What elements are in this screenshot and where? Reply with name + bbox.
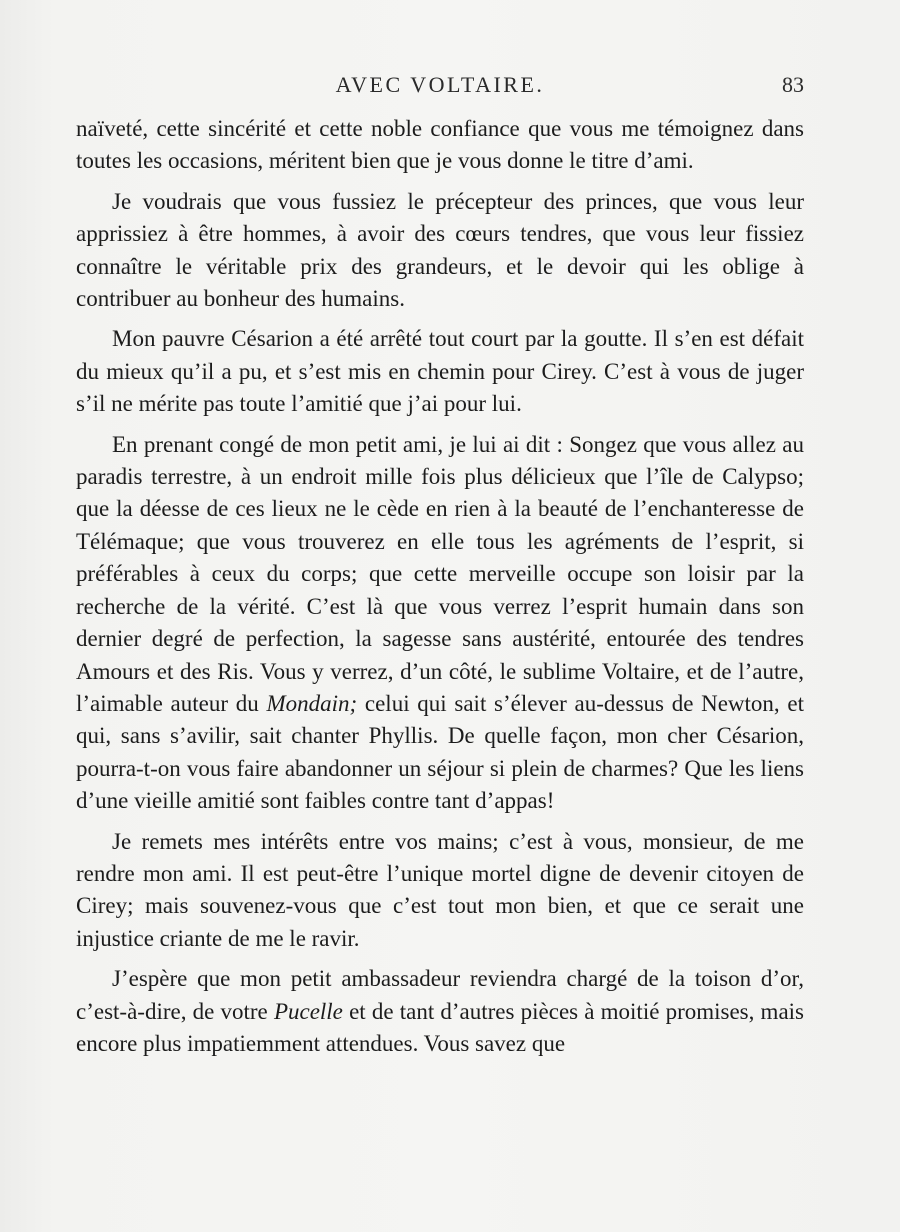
paragraph-3: Mon pauvre Césarion a été arrêté tout court par la goutte. Il s’en est défait du mieux qu’il a pu, et s’est mis en chemin pour Cirey. C’est à vous de juger s’il ne mérite pas toute l’amitié que j’ai pour lui. bbox=[76, 326, 804, 417]
paragraph-5: Je remets mes intérêts entre vos mains; c’est à vous, monsieur, de me rendre mon ami. Il est peut-être l’unique mortel digne de devenir citoyen de Cirey; mais souvenez-vous que c’est tout mon bien, et que ce serait une injustice criante de me le ravir. bbox=[76, 828, 804, 951]
paragraph-4 bbox=[76, 429, 804, 818]
running-head bbox=[76, 72, 804, 104]
title-mondain: Mondain; bbox=[266, 690, 358, 716]
paragraph-4-text-a: En prenant congé de mon petit ami, je lui ai dit : Songez que vous allez au paradis terrestre, à un endroit mille fois plus délicieux que l’île de Calypso; que la déesse de ces lieux ne le cède en rien à la beauté de l’enchanteresse de Télémaque; que vous trouverez en elle tous les agréments de l’esprit, si préférables à ceux du corps; que cette merveille occupe son loisir par la recherche de la vérité. C’est là que vous verrez l’esprit humain dans son dernier degré de perfection, la sagesse sans austérité, entourée des tendres Amours et des Ris. Vous y verrez, d’un côté, le sublime Voltaire, et de l’autre, l’aimable auteur du bbox=[76, 431, 804, 716]
body-text bbox=[76, 113, 804, 1060]
paragraph-6 bbox=[76, 963, 804, 1060]
paragraph-4-text-b: celui qui sait s’élever au-dessus de Newton, et qui, sans s’avilir, sait chanter Phyllis. De quelle façon, mon cher Césarion, pourra-t-on vous faire abandonner un séjour si plein de charmes? Que les liens d’une vieille amitié sont faibles contre tant d’appas! bbox=[76, 690, 804, 814]
page-number: 83 bbox=[782, 72, 804, 97]
title-pucelle: Pucelle bbox=[273, 998, 343, 1024]
paragraph-6-text-a: J’espère que mon petit ambassadeur reviendra chargé de la toison d’or, c’est-à-dire, de votre bbox=[76, 966, 804, 1024]
paragraph-1: naïveté, cette sincérité et cette noble confiance que vous me témoignez dans toutes les occasions, méritent bien que je vous donne le titre d’ami. bbox=[76, 116, 804, 174]
running-title: AVEC VOLTAIRE. bbox=[335, 72, 545, 97]
paragraph-2: Je voudrais que vous fussiez le précepteur des princes, que vous leur apprissiez à être hommes, à avoir des cœurs tendres, que vous leur fissiez connaître le véritable prix des grandeurs, et le devoir qui les oblige à contribuer au bonheur des humains. bbox=[76, 188, 804, 312]
paragraph-6-text-b: et de tant d’autres pièces à moitié promises, mais encore plus impatiemment attendues. Vous savez que bbox=[76, 998, 804, 1056]
